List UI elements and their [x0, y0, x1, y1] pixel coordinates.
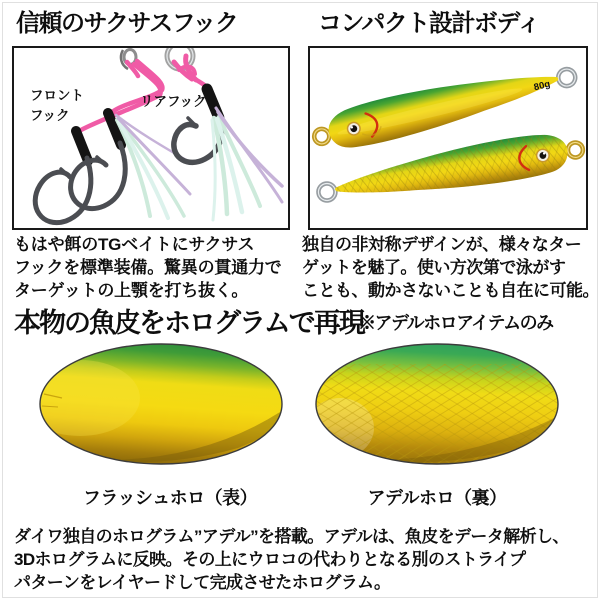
- body-design-description: [302, 233, 599, 302]
- body-line: ことも、動かさないことも自在に可能。: [302, 281, 599, 300]
- caption-flash-holo: フラッシュホロ（表）: [82, 488, 258, 508]
- head-eyelet-gold: [313, 127, 331, 145]
- hologram-description: [14, 525, 569, 594]
- adel-holo-closeup: [306, 342, 562, 468]
- body-line: パターンをレイヤードして完成させたホログラム。: [14, 573, 391, 592]
- body-line: 3Dホログラムに反映。その上にウロコの代わりとなる別のストライプ: [14, 550, 526, 569]
- body-line: ターゲットの上顎を打ち抜く。: [14, 281, 249, 300]
- tail-eyelet-silver: [317, 182, 337, 202]
- heading-saqsas-hook: 信頼のサクサスフック: [16, 10, 238, 37]
- body-line: もはや餌のTGベイトにサクサス: [14, 235, 255, 254]
- jig-illustration: [310, 48, 586, 228]
- tinsel-rear: [212, 108, 282, 220]
- hologram-closeups: [0, 336, 600, 472]
- hook-curve: [35, 158, 91, 223]
- head-eyelet-gold: [567, 141, 584, 158]
- heading-hologram: 本物の魚皮をホログラムで再現: [14, 308, 364, 338]
- body-line: フックを標準装備。驚異の貫通力で: [14, 258, 282, 277]
- highlight: [20, 360, 140, 436]
- hologram-note: ※アデルホロアイテムのみ: [358, 313, 553, 333]
- body-line: ゲットを魅了。使い方次第で泳がす: [302, 258, 566, 277]
- tail-eyelet-silver: [557, 67, 577, 87]
- body-line: 独自の非対称デザインが、様々なター: [302, 235, 582, 254]
- scale-texture: [314, 364, 562, 468]
- hook-description: [14, 233, 282, 302]
- heading-compact-body: コンパクト設計ボディ: [318, 10, 540, 37]
- jig-weight-label: 80g: [532, 78, 552, 94]
- front-hook-label-line2: フック: [30, 108, 70, 123]
- rear-hook-label: リアフック: [140, 94, 207, 109]
- jig-photo: [308, 46, 588, 230]
- hook-curve: [71, 143, 126, 209]
- body-line: ダイワ独自のホログラム”アデル”を搭載。アデルは、魚皮をデータ解析し、: [14, 527, 569, 546]
- hook-photo: [12, 46, 290, 230]
- hook-illustration: [14, 48, 288, 228]
- front-hook-label-line1: フロント: [30, 88, 84, 103]
- caption-adel-holo: アデルホロ（裏）: [367, 488, 507, 508]
